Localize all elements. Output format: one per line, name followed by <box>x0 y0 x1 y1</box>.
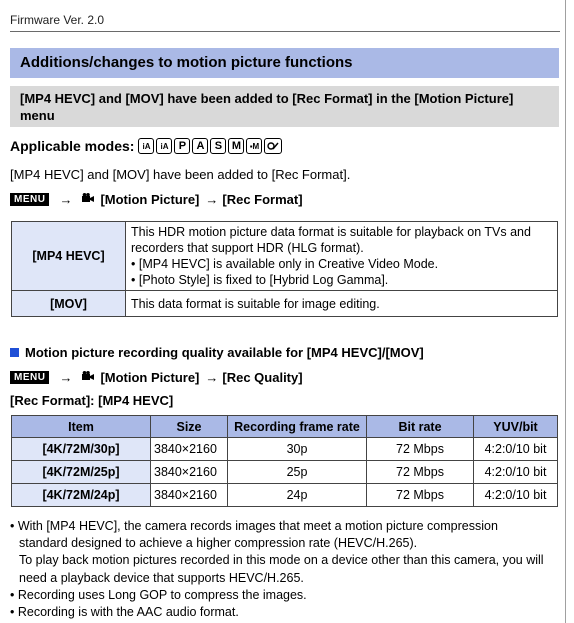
col-header: Bit rate <box>367 416 474 438</box>
table-cell: 72 Mbps <box>367 461 474 484</box>
motion-picture-icon <box>82 370 94 384</box>
arrow-icon: → <box>205 191 219 207</box>
menu-item-rec-quality: [Rec Quality] <box>222 369 303 385</box>
col-header: Size <box>151 416 228 438</box>
note-line: need a playback device that supports HEVC/H.265. <box>19 570 304 585</box>
table-cell: 30p <box>228 438 367 461</box>
notes <box>10 518 560 621</box>
note-line: • Recording is with the AAC audio format. <box>10 605 239 620</box>
table-row <box>12 484 558 507</box>
custom-mode-icon <box>264 138 282 154</box>
table-cell: [4K/72M/30p] <box>12 438 151 461</box>
menu-path-rec-format <box>10 191 303 207</box>
menu-button-icon: MENU <box>10 193 49 206</box>
col-header: Item <box>12 416 151 438</box>
modes-label: Applicable modes: <box>10 138 135 154</box>
rec-format-label: [Rec Format]: [MP4 HEVC] <box>10 393 174 408</box>
format-key-mov: [MOV] <box>12 291 126 317</box>
quality-section-text: Motion picture recording quality available for [MP4 HEVC]/[MOV] <box>25 345 424 360</box>
desc-line: recorders that support HDR (HLG format). <box>131 241 364 255</box>
applicable-modes <box>10 136 284 156</box>
menu-path-rec-quality <box>10 369 303 385</box>
subsection-title: [MP4 HEVC] and [MOV] have been added to [Rec Format] in the [Motion Picture] menu <box>10 86 559 127</box>
table-cell: 72 Mbps <box>367 484 474 507</box>
table-cell: 25p <box>228 461 367 484</box>
table-row <box>12 438 558 461</box>
format-desc-mp4-hevc <box>126 222 558 291</box>
menu-item-motion-picture: [Motion Picture] <box>100 191 200 207</box>
section-title: Additions/changes to motion picture functions <box>10 48 559 78</box>
format-desc-mov <box>126 291 558 317</box>
note-line: • Recording uses Long GOP to compress the images. <box>10 587 307 602</box>
table-cell: [4K/72M/24p] <box>12 484 151 507</box>
table-header-row <box>12 416 558 438</box>
menu-button-icon: MENU <box>10 371 49 384</box>
aperture-mode-icon: A <box>192 138 208 154</box>
table-cell: 4:2:0/10 bit <box>474 484 558 507</box>
note-line: To play back motion pictures recorded in this mode on a device other than this camera, you will <box>19 553 544 568</box>
desc-line: This HDR motion picture data format is suitable for playback on TVs and <box>131 225 531 239</box>
header-divider <box>10 31 560 32</box>
table-row <box>12 461 558 484</box>
shutter-mode-icon: S <box>210 138 226 154</box>
intelligent-auto-icon: iA <box>138 138 154 154</box>
table-cell: 3840×2160 <box>151 484 228 507</box>
creative-video-mode-icon: ▪M <box>246 138 262 154</box>
square-bullet-icon <box>10 348 19 357</box>
desc-line: This data format is suitable for image editing. <box>131 296 380 311</box>
table-cell: 72 Mbps <box>367 438 474 461</box>
menu-item-motion-picture: [Motion Picture] <box>100 369 200 385</box>
arrow-icon: → <box>205 369 219 385</box>
menu-item-rec-format: [Rec Format] <box>222 191 303 207</box>
arrow-icon: → <box>59 191 73 207</box>
table-cell: [4K/72M/25p] <box>12 461 151 484</box>
desc-line: • [Photo Style] is fixed to [Hybrid Log Gamma]. <box>131 273 389 287</box>
table-cell: 4:2:0/10 bit <box>474 461 558 484</box>
program-mode-icon: P <box>174 138 190 154</box>
table-cell: 3840×2160 <box>151 461 228 484</box>
table-row <box>12 222 558 291</box>
note-line: standard designed to achieve a higher compression rate (HEVC/H.265). <box>19 536 418 551</box>
intro-text: [MP4 HEVC] and [MOV] have been added to [Rec Format]. <box>10 167 351 182</box>
col-header: Recording frame rate <box>228 416 367 438</box>
motion-picture-icon <box>82 192 94 206</box>
rec-quality-table <box>11 415 558 507</box>
manual-mode-icon: M <box>228 138 244 154</box>
page-edge <box>565 0 566 623</box>
firmware-version: Firmware Ver. 2.0 <box>10 13 105 27</box>
format-key-mp4-hevc: [MP4 HEVC] <box>12 222 126 291</box>
arrow-icon: → <box>59 369 73 385</box>
table-cell: 3840×2160 <box>151 438 228 461</box>
intelligent-auto-plus-icon: iA <box>156 138 172 154</box>
quality-section-title <box>10 345 424 360</box>
col-header: YUV/bit <box>474 416 558 438</box>
note-line: • With [MP4 HEVC], the camera records images that meet a motion picture compression <box>10 519 498 533</box>
table-cell: 24p <box>228 484 367 507</box>
desc-line: • [MP4 HEVC] is available only in Creative Video Mode. <box>131 257 439 271</box>
rec-format-table <box>11 221 558 317</box>
table-cell: 4:2:0/10 bit <box>474 438 558 461</box>
table-row <box>12 291 558 317</box>
